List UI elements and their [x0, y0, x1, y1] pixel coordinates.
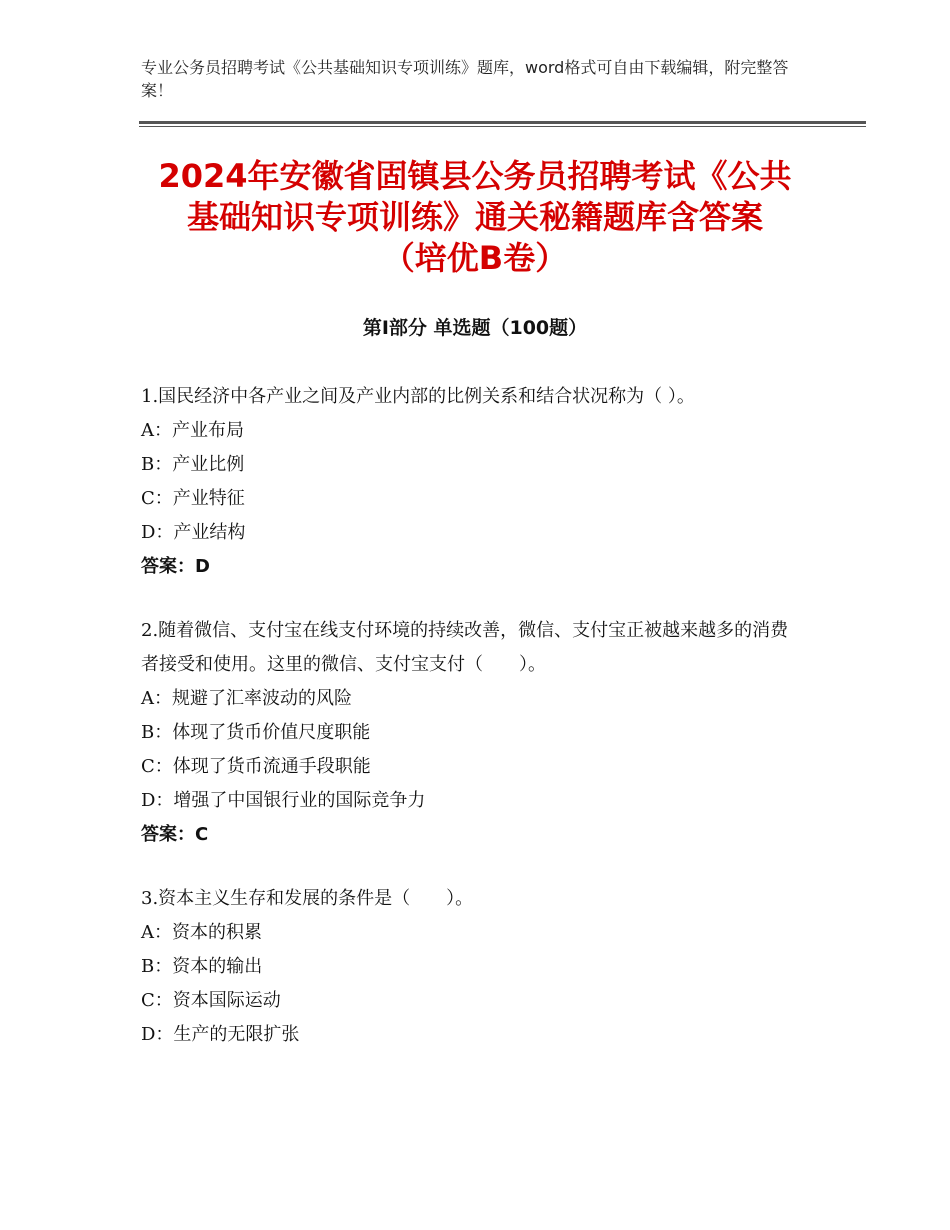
question-stem: 1.国民经济中各产业之间及产业内部的比例关系和结合状况称为（ ）。 [141, 386, 695, 407]
header-rule-thick [139, 121, 866, 124]
option-d: D：生产的无限扩张 [141, 1024, 300, 1045]
question-stem: 3.资本主义生存和发展的条件是（ ）。 [141, 888, 474, 909]
question-1 [141, 380, 801, 584]
option-b: B：体现了货币价值尺度职能 [141, 722, 371, 743]
option-c: C：体现了货币流通手段职能 [141, 756, 371, 777]
option-b: B：产业比例 [141, 454, 245, 475]
answer-line: 答案：C [141, 824, 209, 845]
document-title [120, 156, 830, 279]
header-rule-thin [139, 126, 866, 127]
title-line: 2024年安徽省固镇县公务员招聘考试《公共 [158, 157, 792, 195]
option-a: A：规避了汇率波动的风险 [141, 688, 352, 709]
header-note: 专业公务员招聘考试《公共基础知识专项训练》题库，word格式可自由下载编辑，附完整答案！ [141, 58, 789, 100]
question-stem: 2.随着微信、支付宝在线支付环境的持续改善，微信、支付宝正被越来越多的消费者接受和使用。这里的微信、支付宝支付（ ）。 [141, 620, 789, 675]
option-d: D：增强了中国银行业的国际竞争力 [141, 790, 426, 811]
question-list [141, 380, 801, 1082]
option-c: C：产业特征 [141, 488, 245, 509]
title-line: （培优B卷） [382, 239, 568, 277]
section-heading: 第Ⅰ部分 单选题（100题） [362, 317, 588, 339]
option-a: A：资本的积累 [141, 922, 262, 943]
option-a: A：产业布局 [141, 420, 244, 441]
option-d: D：产业结构 [141, 522, 246, 543]
option-b: B：资本的输出 [141, 956, 263, 977]
question-2 [141, 614, 801, 852]
question-3 [141, 882, 801, 1052]
option-c: C：资本国际运动 [141, 990, 281, 1011]
answer-line: 答案：D [141, 556, 210, 577]
title-line: 基础知识专项训练》通关秘籍题库含答案 [186, 198, 763, 236]
